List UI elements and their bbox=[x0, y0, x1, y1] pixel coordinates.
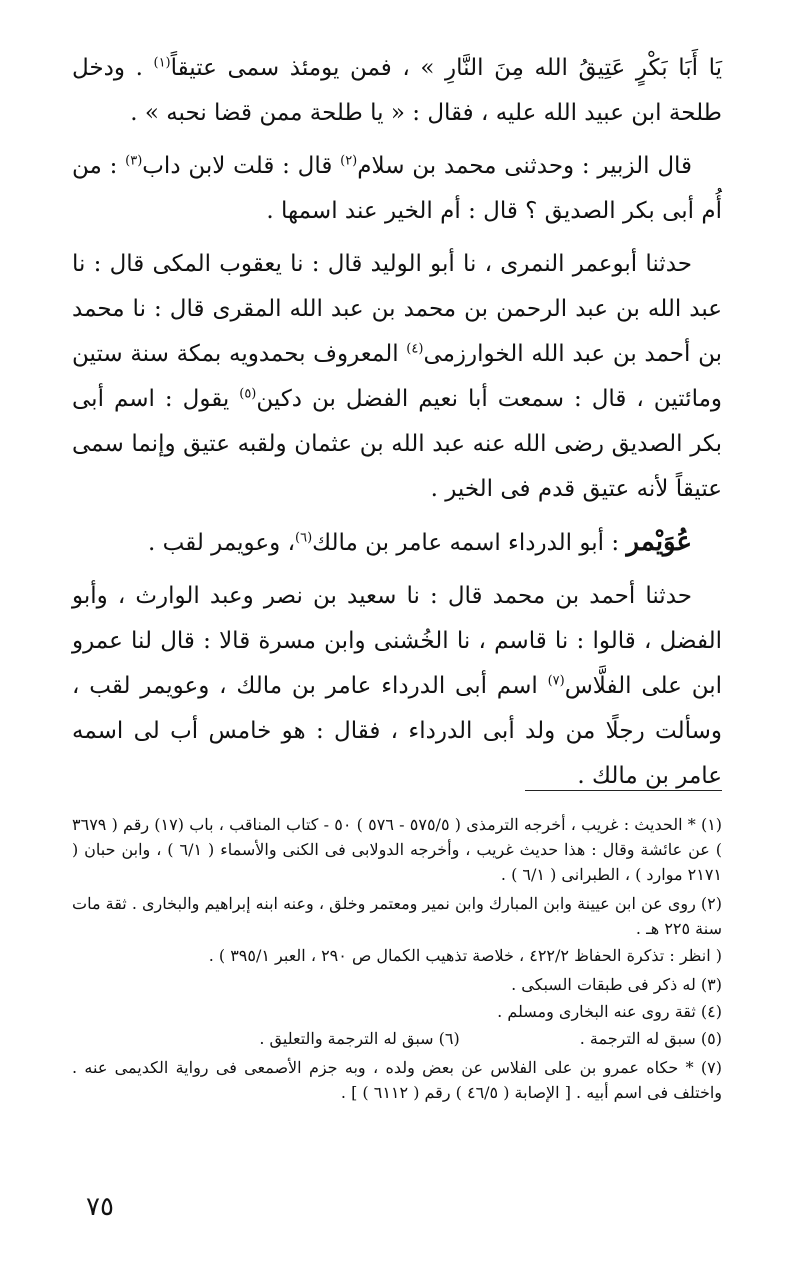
footnotes-section bbox=[72, 812, 722, 1109]
paragraph-1-text: يَا أَبَا بَكْرٍ عَتِيقُ الله مِنَ النَّارِ » ، فمن يومئذ سمى عتيقاً bbox=[170, 55, 723, 81]
paragraph-5-text-b: اسم أبى الدرداء عامر بن مالك ، وعويمر لقب ، وسألت رجلًا من ولد أبى الدرداء ، فقال : هو خامس أب لى اسمه عامر بن مالك . bbox=[72, 673, 722, 789]
paragraph-5 bbox=[72, 574, 722, 799]
footnote-3: (٣) له ذكر فى طبقات السبكى . bbox=[511, 975, 722, 994]
footnote-5: (٥) سبق له الترجمة . bbox=[579, 1029, 722, 1048]
main-text bbox=[72, 46, 722, 799]
paragraph-3 bbox=[72, 242, 722, 512]
footnote-ref-7: (٧) bbox=[547, 673, 565, 689]
footnote-ref-4: (٤) bbox=[406, 341, 424, 357]
footnote-ref-1: (١) bbox=[153, 55, 171, 71]
footnote-ref-2: (٢) bbox=[340, 153, 358, 169]
footnote-ref-3: (٣) bbox=[125, 153, 143, 169]
footnote-6: (٦) سبق له الترجمة والتعليق . bbox=[259, 1029, 460, 1048]
footnote-ref-6: (٦) bbox=[295, 530, 313, 546]
paragraph-4 bbox=[72, 520, 722, 566]
footnote-ref-5: (٥) bbox=[239, 386, 257, 402]
paragraph-5-text-a: حدثنا أحمد بن محمد قال : نا سعيد بن نصر وعبد الوارث ، وأبو الفضل ، قالوا : نا قاسم ، نا الخُشنى وابن مسرة قالا : قال لنا عمرو ابن على الفلَّاس bbox=[72, 583, 722, 699]
paragraph-2-text-a: قال الزبير : وحدثنى محمد بن سلام bbox=[357, 153, 693, 179]
paragraph-4-text-b: ، وعويمر لقب . bbox=[148, 530, 295, 556]
paragraph-1 bbox=[72, 46, 722, 136]
entry-heading: عُوَيْمر bbox=[626, 527, 692, 557]
page-number: ٧٥ bbox=[86, 1192, 114, 1222]
paragraph-3-text-b: المعروف بحمدويه بمكة سنة ستين ومائتين ، قال : سمعت أبا نعيم الفضل بن دكين bbox=[72, 341, 723, 412]
footnote-2: (٢) روى عن ابن عيينة وابن المبارك وابن نمير ومعتمر وخلق ، وعنه ابنه إبراهيم والبخارى . ثقة مات سنة ٢٢٥ هـ . bbox=[72, 894, 722, 938]
paragraph-2-text-b: قال : قلت لابن داب bbox=[142, 153, 333, 179]
paragraph-3-text-a: حدثنا أبوعمر النمرى ، نا أبو الوليد قال : نا يعقوب المكى قال : نا عبد الله بن عبد الرحمن بن محمد بن عبد الله المقرى قال : نا محمد بن أحمد بن عبد الله الخوارزمى bbox=[72, 251, 722, 367]
paragraph-4-text-a: : أبو الدرداء اسمه عامر بن مالك bbox=[312, 530, 620, 556]
paragraph-2-text-c: : من أُم أبى بكر الصديق ؟ قال : أم الخير عند اسمها . bbox=[72, 153, 722, 224]
footnote-4: (٤) ثقة روى عنه البخارى ومسلم . bbox=[497, 1002, 722, 1021]
footnote-2-sources: ( انظر : تذكرة الحفاظ ٤٢٢/٢ ، خلاصة تذهيب الكمال ص ٢٩٠ ، العبر ٣٩٥/١ ) . bbox=[208, 946, 722, 965]
paragraph-3-text-c: يقول : اسم أبى بكر الصديق رضى الله عنه عبد الله بن عثمان ولقبه عتيق وإنما سمى عتيقاً لأنه عتيق قدم فى الخير . bbox=[72, 386, 722, 502]
footnote-7: (٧) * حكاه عمرو بن على الفلاس عن بعض ولده ، وبه جزم الأصمعى فى رواية الكديمى عنه . واختلف فى اسم أبيه . [ الإصابة ( ٤٦/٥ ) رقم ( ٦١١٢ ) ] . bbox=[72, 1058, 722, 1102]
paragraph-2 bbox=[72, 144, 722, 234]
footnote-5-6-row bbox=[72, 1026, 722, 1051]
footnote-1: (١) * الحديث : غريب ، أخرجه الترمذى ( ٥٧٥/٥ - ٥٧٦ ) ٥٠ - كتاب المناقب ، باب (١٧) رقم ( ٣٦٧٩ ) عن عائشة وقال : هذا حديث غريب ، وأخرجه الدولابى فى الكنى والأسماء ( ٦/١ ) ، وابن حبان ( ٢١٧١ موارد ) ، الطبرانى ( ٦/١ ) . bbox=[72, 815, 723, 884]
paragraph-1-continuation: . ودخل طلحة ابن عبيد الله عليه ، فقال : « يا طلحة ممن قضا نحبه » . bbox=[72, 55, 722, 126]
footnote-divider bbox=[525, 790, 722, 791]
